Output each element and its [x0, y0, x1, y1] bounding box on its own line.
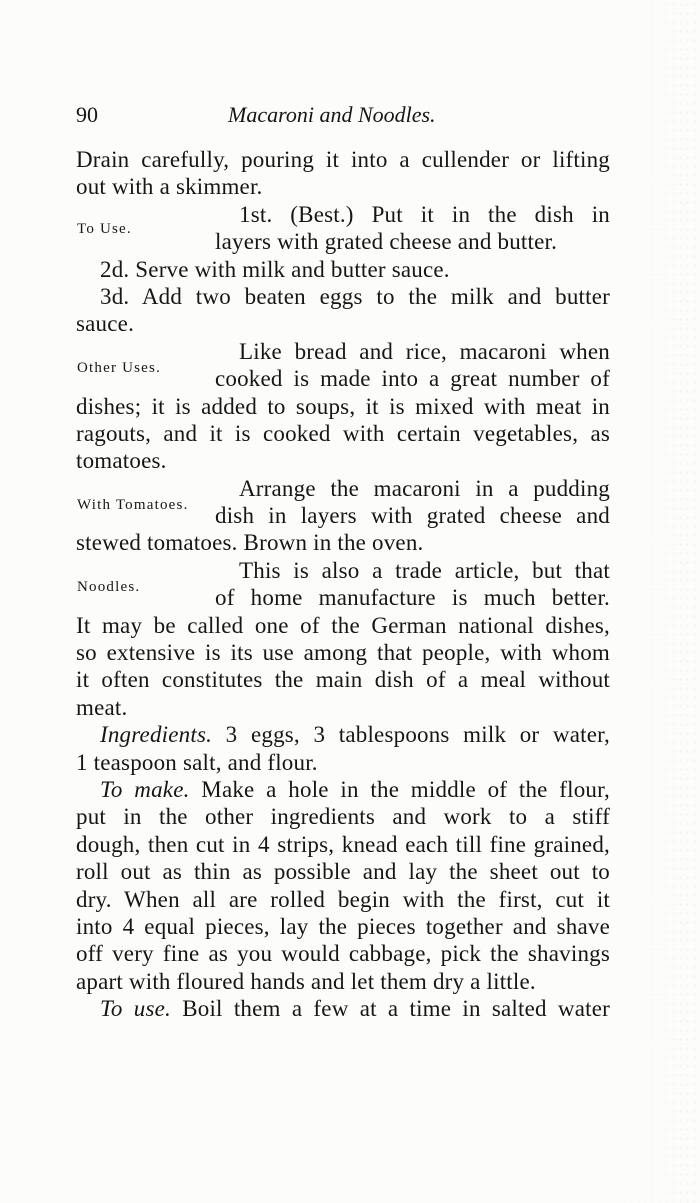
line-text: 3 eggs, 3 tablespoons milk or water,	[225, 722, 610, 748]
to-make-label: To make.	[100, 776, 190, 802]
margin-note-noodles: Noodles.	[77, 579, 141, 595]
text-line: 3d. Add two beaten eggs to the milk and butter	[100, 283, 610, 309]
text-line	[76, 721, 610, 748]
margin-note-with-tomatoes: With Tomatoes.	[77, 497, 189, 513]
text-line: into 4 equal pieces, lay the pieces together and shave	[76, 913, 610, 939]
text-line: Drain carefully, pouring it into a cullender or lifting	[76, 147, 610, 172]
text-line: stewed tomatoes. Brown in the oven.	[76, 530, 424, 556]
text-line: dough, then cut in 4 strips, knead each till fine grained,	[76, 831, 610, 857]
margin-note-to-use: To Use.	[77, 221, 132, 237]
scan-noise	[600, 0, 700, 1203]
body-text	[76, 146, 610, 1023]
text-line: 2d. Serve with milk and butter sauce.	[100, 256, 450, 282]
text-line: Arrange the macaroni in a pudding	[239, 475, 610, 501]
text-line	[76, 995, 610, 1022]
to-use-label: To use.	[100, 996, 171, 1022]
text-line: apart with floured hands and let them dry a little.	[76, 968, 536, 994]
margin-note-other-uses: Other Uses.	[77, 360, 162, 376]
text-line: cooked is made into a great number of	[215, 366, 610, 392]
running-title: Macaroni and Noodles.	[228, 102, 436, 127]
text-line: 1 teaspoon salt, and flour.	[76, 749, 318, 775]
text-line: layers with grated cheese and butter.	[215, 229, 558, 255]
text-line: sauce.	[76, 311, 135, 337]
text-line: so extensive is its use among that people, with whom	[76, 640, 610, 666]
text-line: This is also a trade article, but that	[239, 557, 610, 583]
text-line: off very fine as you would cabbage, pick the shavings	[76, 941, 610, 967]
text-line: ragouts, and it is cooked with certain vegetables, as	[76, 420, 610, 446]
text-line: dishes; it is added to soups, it is mixed with meat in	[76, 393, 610, 419]
text-line: tomatoes.	[76, 448, 167, 474]
text-line: dry. When all are rolled begin with the first, cut it	[76, 886, 610, 912]
text-line: out with a skimmer.	[76, 174, 263, 200]
text-line	[76, 776, 610, 803]
text-line: it often constitutes the main dish of a meal without	[76, 667, 610, 693]
text-line: Like bread and rice, macaroni when	[239, 338, 610, 364]
text-line: of home manufacture is much better.	[215, 585, 610, 611]
text-line: put in the other ingredients and work to a stiff	[76, 804, 610, 830]
text-line: meat.	[76, 694, 128, 720]
page-number: 90	[76, 102, 98, 127]
text-line: roll out as thin as possible and lay the sheet out to	[76, 859, 610, 885]
text-line: It may be called one of the German national dishes,	[76, 612, 610, 638]
text-line: dish in layers with grated cheese and	[215, 503, 610, 529]
line-text: Boil them a few at a time in salted water	[182, 996, 610, 1022]
text-line: 1st. (Best.) Put it in the dish in	[239, 201, 610, 227]
ingredients-label: Ingredients.	[100, 722, 213, 748]
line-text: Make a hole in the middle of the flour,	[201, 776, 611, 802]
